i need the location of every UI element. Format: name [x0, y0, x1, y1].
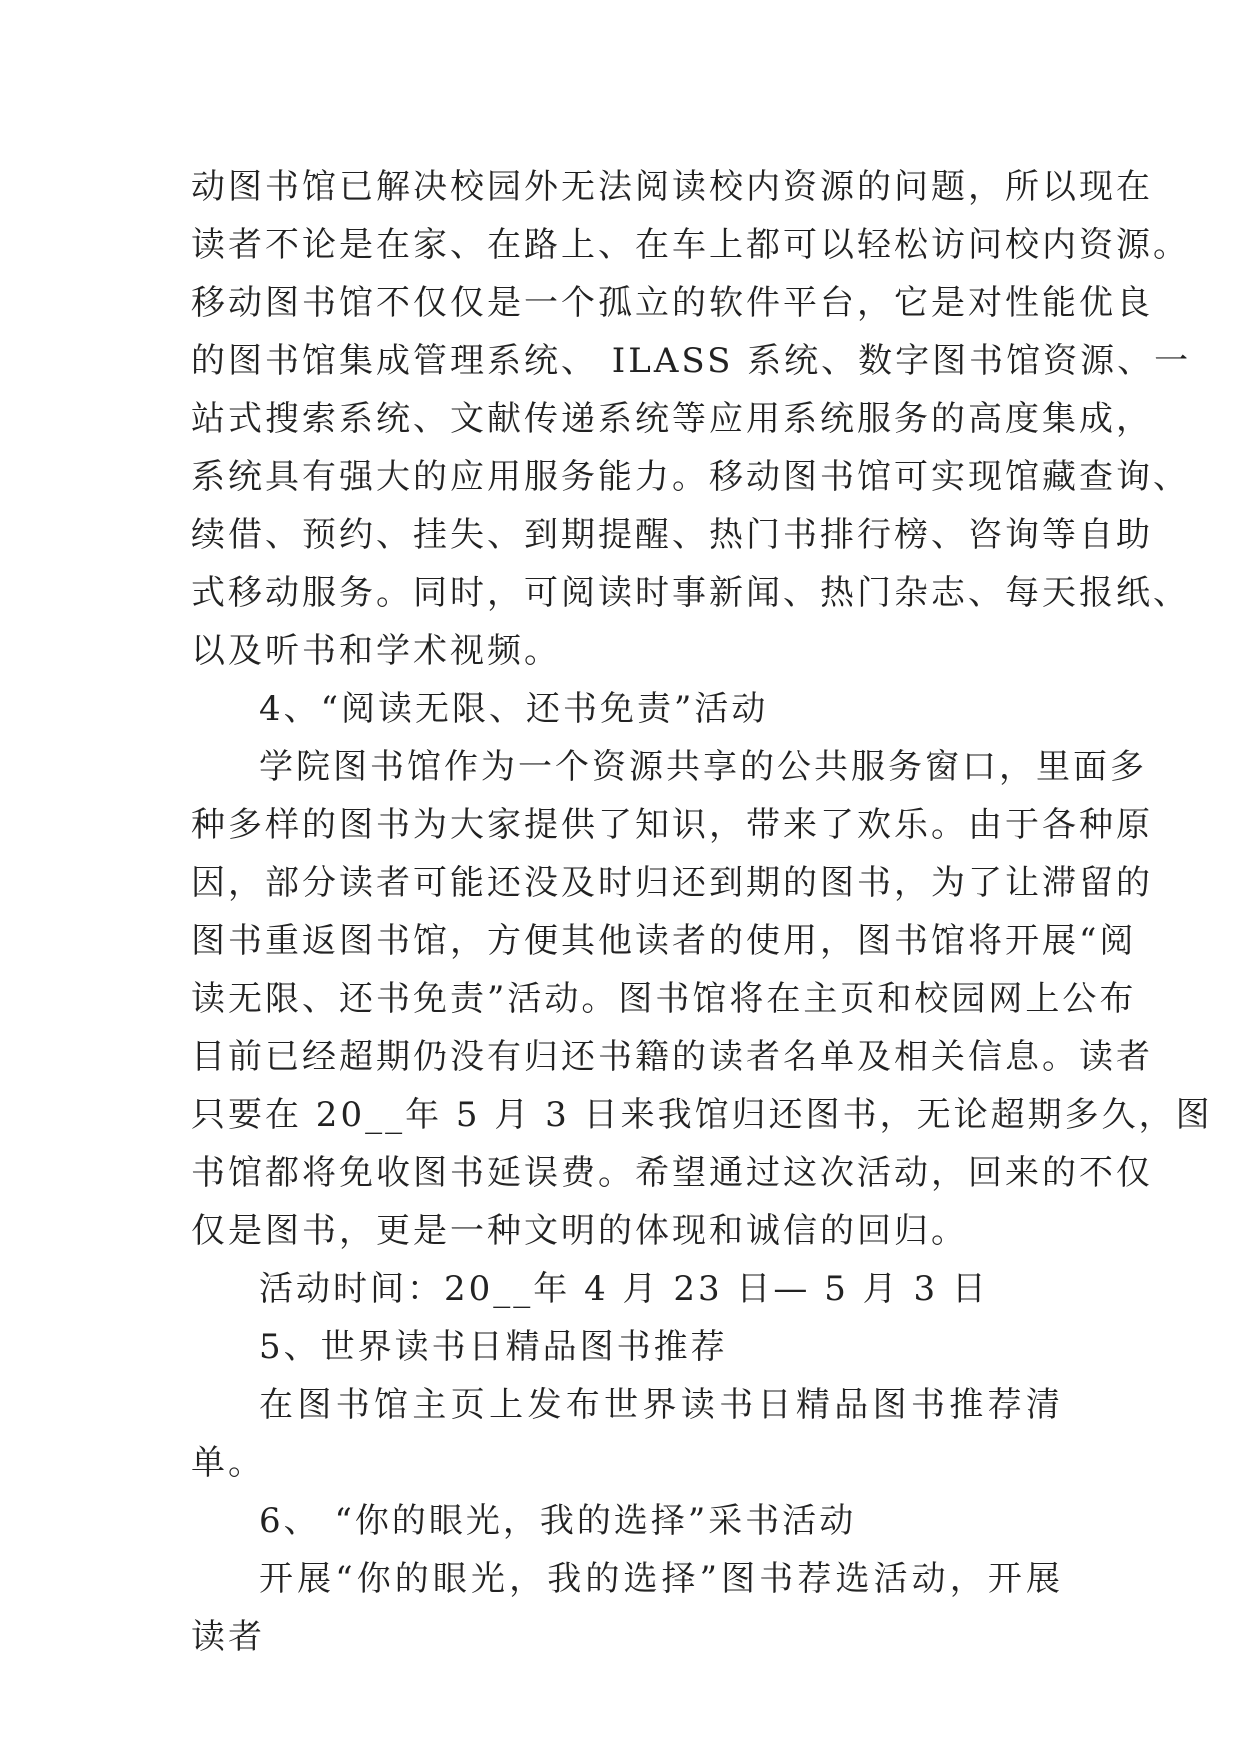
heading-item-6 [191, 1492, 1063, 1550]
heading-item-5 [191, 1318, 1063, 1376]
text-line: 仅是图书，更是一种文明的体现和诚信的回归。 [191, 1211, 968, 1251]
activity-time-text: 活动时间：20__年 4 月 23 日— 5 月 3 日 [259, 1269, 989, 1309]
text-line: 目前已经超期仍没有归还书籍的读者名单及相关信息。读者 [191, 1037, 1153, 1077]
text-line: 读无限、还书免责”活动。图书馆将在主页和校园网上公布 [191, 979, 1137, 1019]
paragraph-book-selection [191, 1550, 1063, 1666]
text-line: 书馆都将免收图书延误费。希望通过这次活动，回来的不仅 [191, 1153, 1153, 1193]
text-line: 站式搜索系统、文献传递系统等应用系统服务的高度集成， [191, 399, 1153, 439]
text-line: 以及听书和学术视频。 [191, 631, 561, 671]
heading-item-4 [191, 680, 1063, 738]
text-line: 图书重返图书馆，方便其他读者的使用，图书馆将开展“阅 [191, 921, 1137, 961]
heading-text: 4、“阅读无限、还书免责”活动 [259, 689, 769, 729]
text-line: 动图书馆已解决校园外无法阅读校内资源的问题，所以现在 [191, 167, 1153, 207]
text-line: 续借、预约、挂失、到期提醒、热门书排行榜、咨询等自助 [191, 515, 1153, 555]
activity-time [191, 1260, 1063, 1318]
paragraph-mobile-library [191, 158, 1192, 680]
text-line: 因，部分读者可能还没及时归还到期的图书，为了让滞留的 [191, 863, 1153, 903]
text-line: 式移动服务。同时，可阅读时事新闻、热门杂志、每天报纸、 [191, 573, 1190, 613]
paragraph-book-return-activity [191, 738, 1213, 1260]
text-line: 学院图书馆作为一个资源共享的公共服务窗口，里面多 [259, 747, 1147, 787]
paragraph-text: 开展“你的眼光，我的选择”图书荐选活动，开展读者 [191, 1559, 1063, 1657]
text-line: 种多样的图书为大家提供了知识，带来了欢乐。由于各种原 [191, 805, 1153, 845]
text-line: 只要在 20__年 5 月 3 日来我馆归还图书，无论超期多久，图 [191, 1095, 1213, 1135]
document-body [191, 158, 1213, 1666]
text-line: 移动图书馆不仅仅是一个孤立的软件平台，它是对性能优良 [191, 283, 1153, 323]
text-line: 系统具有强大的应用服务能力。移动图书馆可实现馆藏查询、 [191, 457, 1190, 497]
heading-text: 6、 “你的眼光，我的选择”采书活动 [259, 1501, 857, 1541]
text-line: 读者不论是在家、在路上、在车上都可以轻松访问校内资源。 [191, 225, 1190, 265]
text-line: 的图书馆集成管理系统、 ILASS 系统、数字图书馆资源、一 [191, 341, 1192, 381]
paragraph-text: 在图书馆主页上发布世界读书日精品图书推荐清单。 [191, 1385, 1063, 1483]
heading-text: 5、世界读书日精品图书推荐 [259, 1327, 728, 1367]
paragraph-recommendation [191, 1376, 1063, 1492]
